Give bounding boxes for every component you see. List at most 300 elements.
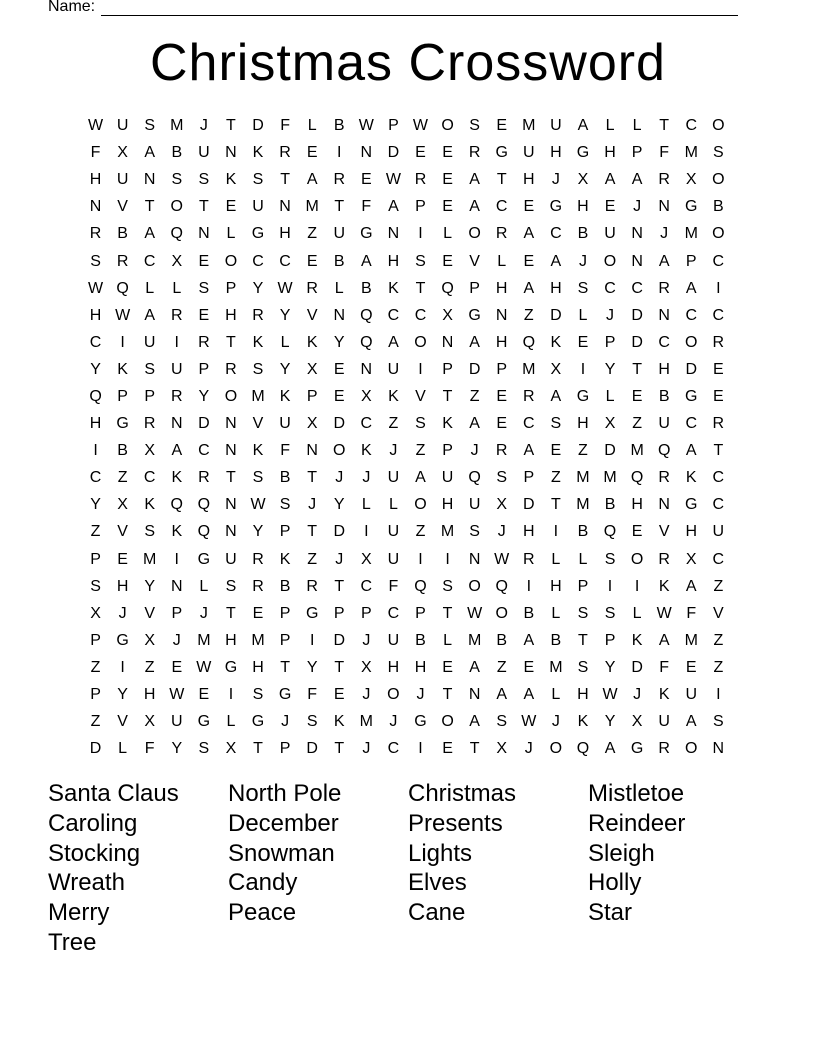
- grid-letter: J: [362, 686, 371, 704]
- grid-letter: A: [685, 442, 697, 460]
- grid-letter: U: [116, 171, 129, 189]
- grid-letter: M: [549, 658, 563, 676]
- grid-letter: G: [251, 225, 265, 243]
- grid-letter: J: [660, 225, 669, 243]
- grid-letter: H: [89, 171, 102, 189]
- grid-letter: V: [144, 604, 156, 622]
- grid-letter: K: [252, 144, 264, 162]
- grid-letter: Q: [360, 306, 373, 324]
- grid-letter: K: [685, 469, 697, 487]
- grid-letter: N: [360, 144, 373, 162]
- grid-letter: N: [468, 550, 481, 568]
- grid-letter: R: [170, 387, 183, 405]
- grid-letter: F: [388, 577, 399, 595]
- grid-letter: T: [415, 279, 426, 297]
- grid-letter: I: [716, 279, 721, 297]
- grid-letter: R: [89, 225, 102, 243]
- grid-letter: P: [685, 252, 697, 270]
- grid-letter: Y: [144, 577, 156, 595]
- grid-letter: G: [495, 144, 508, 162]
- grid-letter: E: [713, 387, 724, 405]
- grid-letter: J: [362, 740, 371, 758]
- grid-letter: F: [280, 442, 290, 460]
- grid-letter: A: [469, 171, 480, 189]
- grid-letter: J: [551, 171, 560, 189]
- grid-letter: L: [280, 333, 290, 351]
- grid-letter: P: [469, 279, 480, 297]
- grid-letter: W: [277, 279, 293, 297]
- grid-letter: T: [442, 686, 453, 704]
- grid-letter: A: [523, 686, 535, 704]
- grid-letter: K: [225, 171, 237, 189]
- grid-letter: C: [360, 577, 373, 595]
- grid-letter: L: [334, 279, 344, 297]
- grid-letter: S: [252, 469, 264, 487]
- grid-letter: S: [577, 604, 589, 622]
- grid-letter: A: [550, 387, 562, 405]
- grid-letter: J: [606, 306, 615, 324]
- grid-letter: A: [523, 279, 535, 297]
- word-list-item: December: [228, 809, 339, 837]
- grid-letter: Q: [116, 279, 129, 297]
- grid-letter: O: [441, 117, 454, 135]
- grid-letter: U: [198, 144, 210, 162]
- grid-letter: I: [174, 333, 179, 351]
- grid-letter: I: [174, 550, 179, 568]
- grid-letter: C: [387, 604, 400, 622]
- grid-letter: A: [388, 198, 399, 216]
- grid-letter: E: [442, 144, 453, 162]
- grid-letter: H: [441, 496, 454, 514]
- grid-letter: O: [170, 198, 183, 216]
- grid-letter: I: [526, 577, 532, 595]
- grid-row: [82, 302, 732, 329]
- grid-letter: I: [445, 550, 450, 568]
- grid-letter: A: [685, 279, 697, 297]
- grid-letter: R: [279, 144, 291, 162]
- grid-letter: D: [252, 117, 264, 135]
- grid-letter: N: [495, 306, 508, 324]
- grid-letter: U: [550, 117, 562, 135]
- grid-letter: E: [604, 198, 616, 216]
- grid-letter: P: [631, 144, 643, 162]
- grid-letter: Y: [252, 279, 264, 297]
- grid-letter: H: [89, 306, 102, 324]
- grid-letter: P: [306, 387, 318, 405]
- grid-letter: D: [468, 360, 481, 378]
- grid-letter: L: [443, 225, 452, 243]
- grid-row: [82, 437, 732, 464]
- grid-letter: N: [631, 252, 643, 270]
- grid-letter: C: [279, 252, 291, 270]
- grid-letter: S: [90, 252, 101, 270]
- grid-letter: B: [523, 604, 535, 622]
- grid-letter: C: [685, 306, 698, 324]
- grid-letter: K: [658, 577, 670, 595]
- grid-letter: A: [523, 442, 535, 460]
- grid-letter: Q: [576, 740, 590, 758]
- grid-letter: L: [497, 252, 507, 270]
- grid-row: [82, 193, 732, 220]
- grid-letter: T: [198, 198, 209, 216]
- grid-letter: E: [198, 252, 210, 270]
- grid-letter: L: [443, 631, 452, 649]
- grid-letter: S: [198, 171, 210, 189]
- letter-grid: [82, 112, 732, 762]
- grid-letter: R: [252, 306, 264, 324]
- grid-letter: G: [116, 631, 129, 649]
- grid-letter: X: [117, 144, 128, 162]
- grid-letter: H: [523, 171, 535, 189]
- grid-letter: L: [226, 713, 236, 731]
- grid-letter: K: [279, 550, 291, 568]
- grid-letter: X: [685, 171, 697, 189]
- grid-letter: M: [603, 469, 617, 487]
- grid-letter: R: [306, 577, 318, 595]
- grid-letter: G: [468, 306, 481, 324]
- grid-letter: O: [630, 550, 644, 568]
- grid-letter: T: [280, 171, 290, 189]
- grid-letter: E: [496, 387, 508, 405]
- grid-letter: G: [630, 740, 644, 758]
- grid-letter: F: [686, 604, 697, 622]
- grid-letter: N: [225, 442, 237, 460]
- grid-letter: S: [577, 658, 589, 676]
- grid-letter: S: [604, 604, 616, 622]
- grid-letter: U: [387, 631, 400, 649]
- grid-letter: B: [333, 117, 345, 135]
- grid-letter: G: [685, 496, 698, 514]
- grid-letter: Y: [333, 333, 345, 351]
- grid-letter: U: [170, 360, 183, 378]
- grid-letter: S: [252, 171, 264, 189]
- grid-letter: P: [415, 198, 426, 216]
- grid-letter: T: [550, 496, 561, 514]
- grid-letter: T: [334, 658, 345, 676]
- grid-letter: X: [442, 306, 453, 324]
- grid-letter: W: [250, 496, 266, 514]
- grid-row: [82, 573, 732, 600]
- word-list-item: Star: [588, 899, 633, 927]
- grid-letter: L: [605, 117, 615, 135]
- grid-letter: H: [604, 144, 616, 162]
- word-list-item: Presents: [408, 809, 503, 837]
- grid-letter: Y: [90, 360, 101, 378]
- grid-letter: Q: [657, 442, 671, 460]
- grid-letter: P: [225, 279, 237, 297]
- grid-letter: N: [658, 198, 670, 216]
- grid-letter: D: [631, 658, 643, 676]
- grid-letter: Z: [550, 469, 561, 487]
- grid-letter: N: [387, 225, 400, 243]
- grid-letter: R: [658, 740, 670, 758]
- grid-letter: K: [279, 387, 291, 405]
- grid-letter: R: [333, 171, 346, 189]
- grid-letter: L: [226, 225, 236, 243]
- grid-letter: T: [144, 198, 155, 216]
- grid-letter: G: [278, 686, 292, 704]
- grid-letter: I: [418, 740, 423, 758]
- grid-letter: M: [684, 631, 698, 649]
- grid-letter: Y: [252, 523, 264, 541]
- grid-letter: C: [712, 252, 725, 270]
- grid-letter: O: [603, 252, 617, 270]
- grid-letter: M: [522, 360, 536, 378]
- grid-letter: Z: [713, 658, 724, 676]
- grid-letter: T: [442, 604, 453, 622]
- grid-letter: H: [116, 577, 129, 595]
- grid-letter: S: [90, 577, 101, 595]
- grid-letter: K: [252, 333, 264, 351]
- grid-letter: Q: [441, 279, 454, 297]
- grid-letter: N: [198, 225, 210, 243]
- grid-letter: E: [496, 117, 508, 135]
- grid-letter: X: [117, 496, 128, 514]
- grid-letter: C: [198, 442, 210, 460]
- grid-letter: O: [224, 252, 238, 270]
- grid-letter: T: [226, 117, 236, 135]
- grid-letter: I: [580, 360, 586, 378]
- grid-letter: S: [496, 713, 508, 731]
- grid-letter: K: [360, 442, 372, 460]
- grid-letter: C: [658, 333, 670, 351]
- grid-row: [82, 546, 732, 573]
- grid-letter: J: [497, 523, 506, 541]
- grid-letter: J: [308, 496, 317, 514]
- word-list-item: Elves: [408, 869, 467, 897]
- grid-letter: M: [251, 387, 265, 405]
- grid-letter: G: [576, 144, 590, 162]
- grid-letter: H: [279, 225, 291, 243]
- grid-letter: M: [197, 631, 211, 649]
- grid-letter: T: [334, 198, 345, 216]
- grid-letter: L: [361, 496, 371, 514]
- grid-letter: R: [198, 333, 210, 351]
- grid-letter: S: [144, 523, 156, 541]
- grid-letter: I: [418, 550, 423, 568]
- grid-letter: D: [685, 360, 698, 378]
- grid-row: [82, 166, 732, 193]
- grid-letter: A: [577, 117, 589, 135]
- grid-letter: D: [333, 631, 346, 649]
- grid-letter: M: [359, 713, 373, 731]
- grid-letter: D: [89, 740, 102, 758]
- grid-letter: D: [306, 740, 318, 758]
- grid-letter: O: [495, 604, 508, 622]
- grid-letter: S: [713, 144, 724, 162]
- grid-letter: F: [280, 117, 290, 135]
- grid-letter: C: [685, 415, 698, 433]
- grid-letter: F: [659, 658, 670, 676]
- word-list-item: Candy: [228, 869, 298, 897]
- grid-letter: R: [170, 306, 183, 324]
- word-list-item: Merry: [48, 899, 110, 927]
- grid-letter: A: [171, 442, 183, 460]
- grid-letter: Q: [360, 333, 373, 351]
- grid-letter: A: [658, 252, 670, 270]
- grid-letter: E: [442, 740, 453, 758]
- grid-letter: E: [198, 306, 210, 324]
- grid-letter: P: [90, 550, 101, 568]
- grid-letter: H: [631, 496, 643, 514]
- word-list-item: Peace: [228, 899, 297, 927]
- grid-letter: A: [469, 415, 480, 433]
- grid-letter: L: [578, 306, 588, 324]
- grid-letter: U: [333, 225, 346, 243]
- grid-letter: E: [225, 198, 237, 216]
- grid-letter: O: [414, 496, 427, 514]
- grid-letter: L: [199, 577, 209, 595]
- grid-letter: T: [496, 171, 507, 189]
- grid-letter: B: [360, 279, 372, 297]
- grid-letter: G: [197, 713, 211, 731]
- grid-letter: P: [604, 333, 616, 351]
- word-list-item: Snowman: [228, 839, 335, 867]
- grid-letter: E: [252, 604, 264, 622]
- grid-letter: P: [279, 631, 291, 649]
- grid-letter: D: [333, 523, 346, 541]
- grid-letter: Q: [603, 523, 617, 541]
- grid-letter: G: [224, 658, 238, 676]
- grid-letter: E: [442, 252, 453, 270]
- grid-letter: M: [684, 144, 698, 162]
- grid-letter: C: [712, 496, 725, 514]
- grid-letter: A: [685, 713, 697, 731]
- grid-letter: K: [631, 631, 643, 649]
- grid-letter: U: [658, 713, 670, 731]
- grid-letter: R: [225, 360, 237, 378]
- grid-letter: X: [496, 740, 508, 758]
- grid-letter: Z: [415, 523, 426, 541]
- grid-letter: J: [578, 252, 587, 270]
- grid-letter: W: [602, 686, 618, 704]
- word-list-item: Stocking: [48, 839, 141, 867]
- name-field[interactable]: [48, 0, 738, 16]
- grid-letter: C: [387, 306, 400, 324]
- grid-letter: R: [658, 279, 670, 297]
- grid-letter: C: [143, 469, 156, 487]
- grid-letter: Q: [630, 469, 644, 487]
- grid-letter: P: [360, 604, 372, 622]
- grid-letter: F: [144, 740, 155, 758]
- grid-letter: L: [551, 550, 561, 568]
- grid-letter: R: [523, 550, 535, 568]
- grid-letter: N: [360, 360, 373, 378]
- grid-letter: Q: [414, 577, 427, 595]
- grid-letter: X: [171, 252, 183, 270]
- grid-letter: A: [360, 252, 372, 270]
- grid-letter: V: [306, 306, 318, 324]
- grid-letter: W: [521, 713, 537, 731]
- grid-letter: R: [198, 469, 210, 487]
- grid-letter: W: [656, 604, 672, 622]
- grid-letter: S: [604, 550, 616, 568]
- grid-letter: L: [307, 117, 317, 135]
- grid-letter: H: [252, 658, 264, 676]
- grid-letter: N: [658, 496, 670, 514]
- grid-letter: S: [496, 469, 508, 487]
- grid-letter: E: [333, 686, 345, 704]
- grid-letter: U: [387, 550, 400, 568]
- word-list-item: Caroling: [48, 809, 138, 837]
- grid-letter: X: [550, 360, 562, 378]
- grid-letter: V: [713, 604, 724, 622]
- grid-letter: R: [252, 577, 264, 595]
- name-blank-line[interactable]: [101, 0, 738, 16]
- grid-letter: E: [631, 523, 643, 541]
- grid-letter: G: [549, 198, 563, 216]
- grid-letter: C: [414, 306, 427, 324]
- grid-letter: Q: [495, 577, 508, 595]
- grid-letter: N: [225, 144, 237, 162]
- grid-letter: R: [143, 415, 156, 433]
- grid-letter: U: [170, 713, 183, 731]
- grid-letter: T: [334, 577, 345, 595]
- grid-letter: B: [415, 631, 426, 649]
- grid-letter: O: [712, 225, 725, 243]
- grid-row: [82, 112, 732, 139]
- word-list-item: Mistletoe: [588, 780, 685, 807]
- grid-letter: H: [550, 144, 562, 162]
- grid-row: [82, 735, 732, 762]
- grid-letter: M: [576, 469, 590, 487]
- grid-letter: I: [634, 577, 640, 595]
- grid-row: [82, 681, 732, 708]
- grid-letter: K: [442, 415, 453, 433]
- grid-letter: J: [362, 631, 371, 649]
- grid-letter: L: [632, 604, 642, 622]
- grid-letter: C: [360, 415, 373, 433]
- grid-letter: C: [631, 279, 643, 297]
- grid-letter: G: [305, 604, 319, 622]
- grid-letter: R: [523, 387, 535, 405]
- grid-letter: S: [252, 360, 264, 378]
- grid-letter: S: [469, 523, 480, 541]
- grid-letter: B: [117, 442, 128, 460]
- grid-letter: Q: [170, 225, 183, 243]
- grid-letter: L: [172, 279, 182, 297]
- grid-letter: R: [306, 279, 318, 297]
- grid-letter: Q: [522, 333, 536, 351]
- grid-letter: B: [279, 577, 291, 595]
- word-list-item: Holly: [588, 869, 642, 897]
- word-list-item: Santa Claus: [48, 780, 179, 807]
- grid-letter: D: [631, 306, 643, 324]
- grid-letter: S: [279, 496, 291, 514]
- grid-letter: T: [253, 740, 263, 758]
- grid-letter: B: [658, 387, 670, 405]
- grid-letter: I: [93, 442, 98, 460]
- grid-letter: W: [385, 171, 401, 189]
- grid-letter: Z: [415, 442, 426, 460]
- grid-letter: S: [713, 713, 724, 731]
- grid-letter: E: [333, 360, 345, 378]
- grid-letter: S: [550, 415, 562, 433]
- grid-letter: J: [551, 713, 560, 731]
- grid-letter: I: [120, 333, 125, 351]
- grid-letter: A: [388, 333, 399, 351]
- grid-letter: J: [362, 469, 371, 487]
- grid-letter: Y: [604, 713, 616, 731]
- grid-letter: N: [170, 415, 183, 433]
- grid-row: [82, 139, 732, 166]
- grid-letter: S: [252, 686, 264, 704]
- grid-letter: A: [550, 252, 562, 270]
- name-label: Name:: [48, 0, 96, 15]
- grid-letter: N: [658, 306, 670, 324]
- grid-letter: T: [578, 631, 588, 649]
- grid-letter: M: [170, 117, 184, 135]
